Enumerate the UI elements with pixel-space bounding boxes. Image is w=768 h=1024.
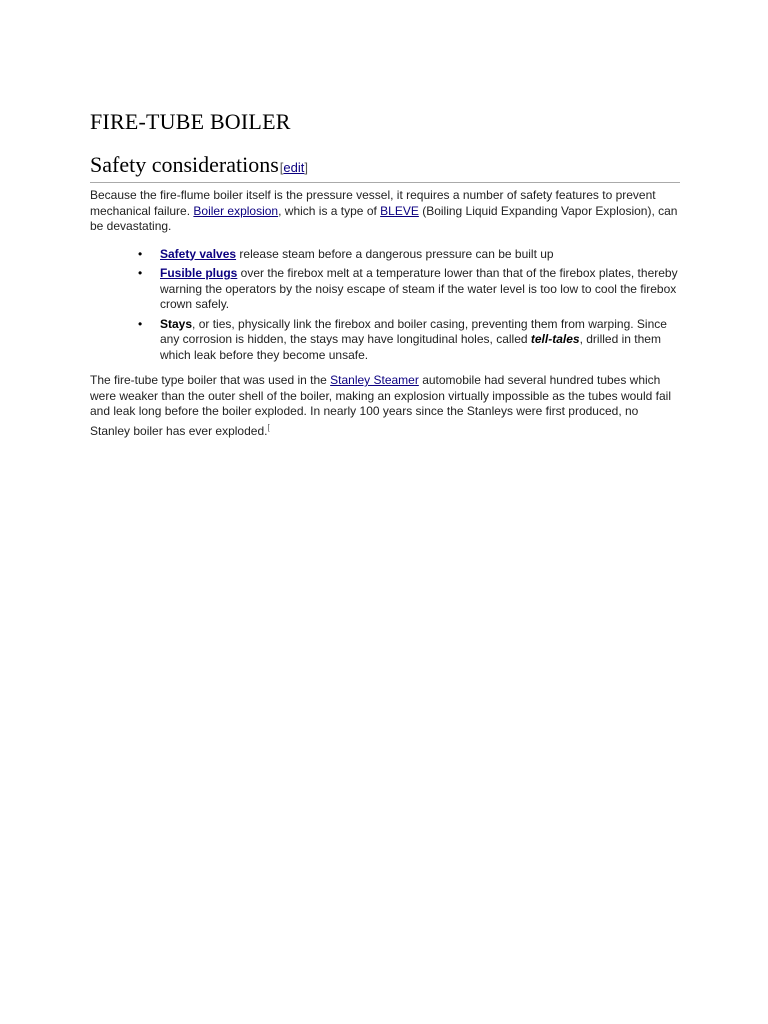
intro-text-2: , which is a type of bbox=[278, 203, 381, 218]
edit-bracket-close: ] bbox=[304, 160, 309, 175]
bullet-glyph: • bbox=[138, 266, 143, 280]
section-heading bbox=[90, 152, 680, 183]
section-heading-text: Safety considerations bbox=[90, 152, 279, 177]
safety-valves-text: release steam before a dangerous pressure can be built up bbox=[236, 246, 554, 261]
list-item-fusible-plugs bbox=[138, 266, 680, 313]
intro-text-1: Because the fire-flume boiler itself is the pressure vessel, it requires a number of safety features to prevent mechanical failure. bbox=[90, 188, 656, 218]
bleve-link[interactable]: BLEVE bbox=[380, 203, 419, 218]
closing-paragraph bbox=[90, 373, 680, 439]
article bbox=[90, 108, 680, 451]
bullet-glyph: • bbox=[138, 316, 143, 331]
edit-section bbox=[280, 155, 308, 181]
intro-paragraph bbox=[90, 188, 680, 235]
edit-bracket-open: [ bbox=[279, 160, 284, 175]
bullet-glyph: • bbox=[138, 246, 143, 261]
list-item-stays bbox=[138, 316, 680, 364]
safety-features-list bbox=[90, 247, 680, 364]
stanley-steamer-link[interactable]: Stanley Steamer bbox=[330, 373, 419, 387]
stays-term: Stays bbox=[160, 316, 193, 331]
fusible-plugs-text: over the firebox melt at a temperature lower than that of the firebox plates, thereby warning the operators by the noisy escape of steam if the water level is too low to cool the firebox crown safely. bbox=[160, 266, 678, 311]
edit-link[interactable]: edit bbox=[283, 160, 305, 175]
document-title: FIRE-TUBE BOILER bbox=[90, 109, 291, 134]
boiler-explosion-link[interactable]: Boiler explosion bbox=[193, 203, 279, 218]
list-item-safety-valves bbox=[138, 246, 680, 263]
stays-text: , or ties, physically link the firebox and boiler casing, preventing them from warping. Since any corrosion is hidden, the stays may have longitudinal holes, called bbox=[160, 316, 667, 346]
closing-text-1: The fire-tube type boiler that was used in the bbox=[90, 373, 331, 387]
stays-text-2: , drilled in them which leak before they become unsafe. bbox=[160, 332, 661, 362]
safety-valves-link[interactable]: Safety valves bbox=[160, 246, 237, 261]
fusible-plugs-link[interactable]: Fusible plugs bbox=[160, 266, 238, 280]
intro-text-3: (Boiling Liquid Expanding Vapor Explosion), can be devastating. bbox=[90, 203, 678, 233]
reference-marker[interactable]: [ bbox=[267, 422, 270, 432]
closing-text-2: automobile had several hundred tubes which were weaker than the outer shell of the boiler, making an explosion virtually impossible as the tubes would fail and leak long before the boiler exploded. In nearly 100 years since the Stanleys were first produced, no Stanley boiler has ever exploded. bbox=[90, 373, 671, 438]
tell-tales-term: tell-tales bbox=[530, 332, 580, 346]
